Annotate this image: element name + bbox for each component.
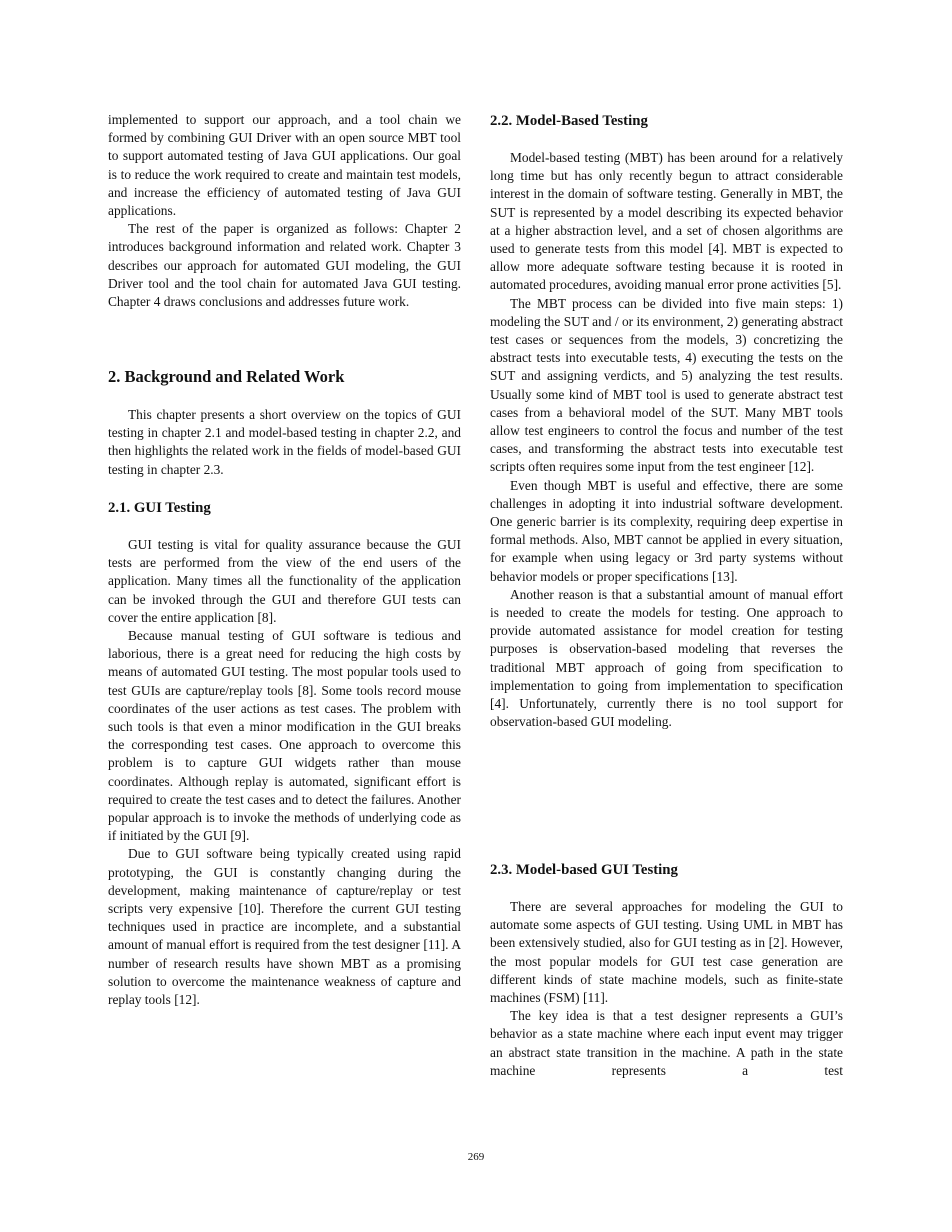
paragraph: implemented to support our approach, and a tool chain we formed by combining GUI Driver with an open source MBT tool to support automated testing of Java GUI applications. Our goal is to reduce the work required to create and maintain test models, and increase the efficiency of automated testing of Java GUI applications. xyxy=(108,112,461,219)
paragraph: This chapter presents a short overview on the topics of GUI testing in chapter 2.1 and model-based testing in chapter 2.2, and then highlights the related work in the fields of model-based GUI testing in chapter 2.3. xyxy=(108,407,461,477)
subsection-heading: 2.1. GUI Testing xyxy=(108,500,211,516)
paragraph: The MBT process can be divided into five main steps: 1) modeling the SUT and / or its environment, 2) generating abstract test cases or sequences from the models, 3) concretizing the abstract tests into executable tests, 4) executing the tests on the SUT and assigning verdicts, and 5) analyzing the test results. Usually some kind of MBT tool is used to generate abstract test cases from a behavioral model of the SUT. Many MBT tools allow test engineers to control the focus and number of the test cases, and transforming the abstract tests into executable test scripts often requires some input from the test engineer [12]. xyxy=(490,295,843,475)
paragraph: GUI testing is vital for quality assurance because the GUI tests are performed from the view of the end users of the application. Many times all the functionality of the application can be invoked through the GUI and therefore GUI tests can cover the entire application [8]. xyxy=(108,537,461,625)
page-number: 269 xyxy=(467,1151,485,1163)
subsection-heading: 2.2. Model-Based Testing xyxy=(490,113,648,129)
intro-text xyxy=(108,111,461,311)
subsection-heading: 2.3. Model-based GUI Testing xyxy=(490,862,678,878)
paragraph: The key idea is that a test designer represents a GUI’s behavior as a state machine where each input event may trigger an abstract state transition in the machine. A path in the state machine represents a test xyxy=(490,1008,843,1078)
paragraph: Model-based testing (MBT) has been around for a relatively long time but has only recently begun to attract considerable interest in the domain of software testing. Generally in MBT, the SUT is represented by a model describing its expected behavior at a higher abstraction level, and a set of chosen algorithms are used to generate tests from this model [4]. MBT is expected to allow more adequate software testing because it is rooted in automated procedures, avoiding manual error prone activities [5]. xyxy=(490,150,843,293)
section-2-1-text xyxy=(108,536,461,1009)
section-heading: 2. Background and Related Work xyxy=(108,367,345,386)
paragraph: Even though MBT is useful and effective, there are some challenges in adopting it into industrial software development. One generic barrier is its complexity, requiring deep expertise in formal methods. Also, MBT cannot be applied in every situation, for example when using legacy or 3rd party systems without behavior models or proper specifications [13]. xyxy=(490,477,843,584)
paragraph: The rest of the paper is organized as follows: Chapter 2 introduces background information and related work. Chapter 3 describes our approach for automated GUI modeling, the GUI Driver tool and the tool chain for automated Java GUI testing. Chapter 4 draws conclusions and addresses future work. xyxy=(108,221,461,310)
paragraph: Due to GUI software being typically created using rapid prototyping, the GUI is constantly changing during the development, making maintenance of capture/replay or test scripts very expensive [10]. Therefore the current GUI testing techniques used in practice are incomplete, and a substantial amount of manual effort is required from the test designer [11]. A number of research results have shown MBT as a promising solution to overcome the maintenance weakness of capture and replay tools [12]. xyxy=(108,846,461,1008)
paragraph: Another reason is that a substantial amount of manual effort is needed to create the models for testing. One approach to provide automated assistance for model creation for testing purposes is observation-based modeling that reverses the traditional MBT approach of going from specification to implementation to going from implementation to specification [4]. Unfortunately, currently there is no tool support for observation-based GUI modeling. xyxy=(490,586,843,730)
section-2-text xyxy=(108,406,461,479)
paragraph: Because manual testing of GUI software is tedious and laborious, there is a great need for reducing the high costs by means of automated GUI testing. The most popular tools used to test GUIs are capture/replay tools [8]. Some tools record mouse coordinates of the user actions as test cases. The problem with such tools is that even a minor modification in the GUI breaks the corresponding test cases. One approach to overcome this problem is to capture GUI widgets rather than mouse coordinates. Although replay is automated, significant effort is required to create the test cases and to detect the failures. Another popular approach is to invoke the methods of underlying code as if initiated by the GUI [9]. xyxy=(108,628,461,844)
section-2-2-text xyxy=(490,149,843,732)
section-2-3-text xyxy=(490,898,843,1080)
paragraph: There are several approaches for modeling the GUI to automate some aspects of GUI testing. Using UML in MBT has been extensively studied, also for GUI testing as in [2]. However, the most popular models for GUI test case generation are different kinds of state machine models, such as finite-state machines (FSM) [11]. xyxy=(490,899,843,1006)
